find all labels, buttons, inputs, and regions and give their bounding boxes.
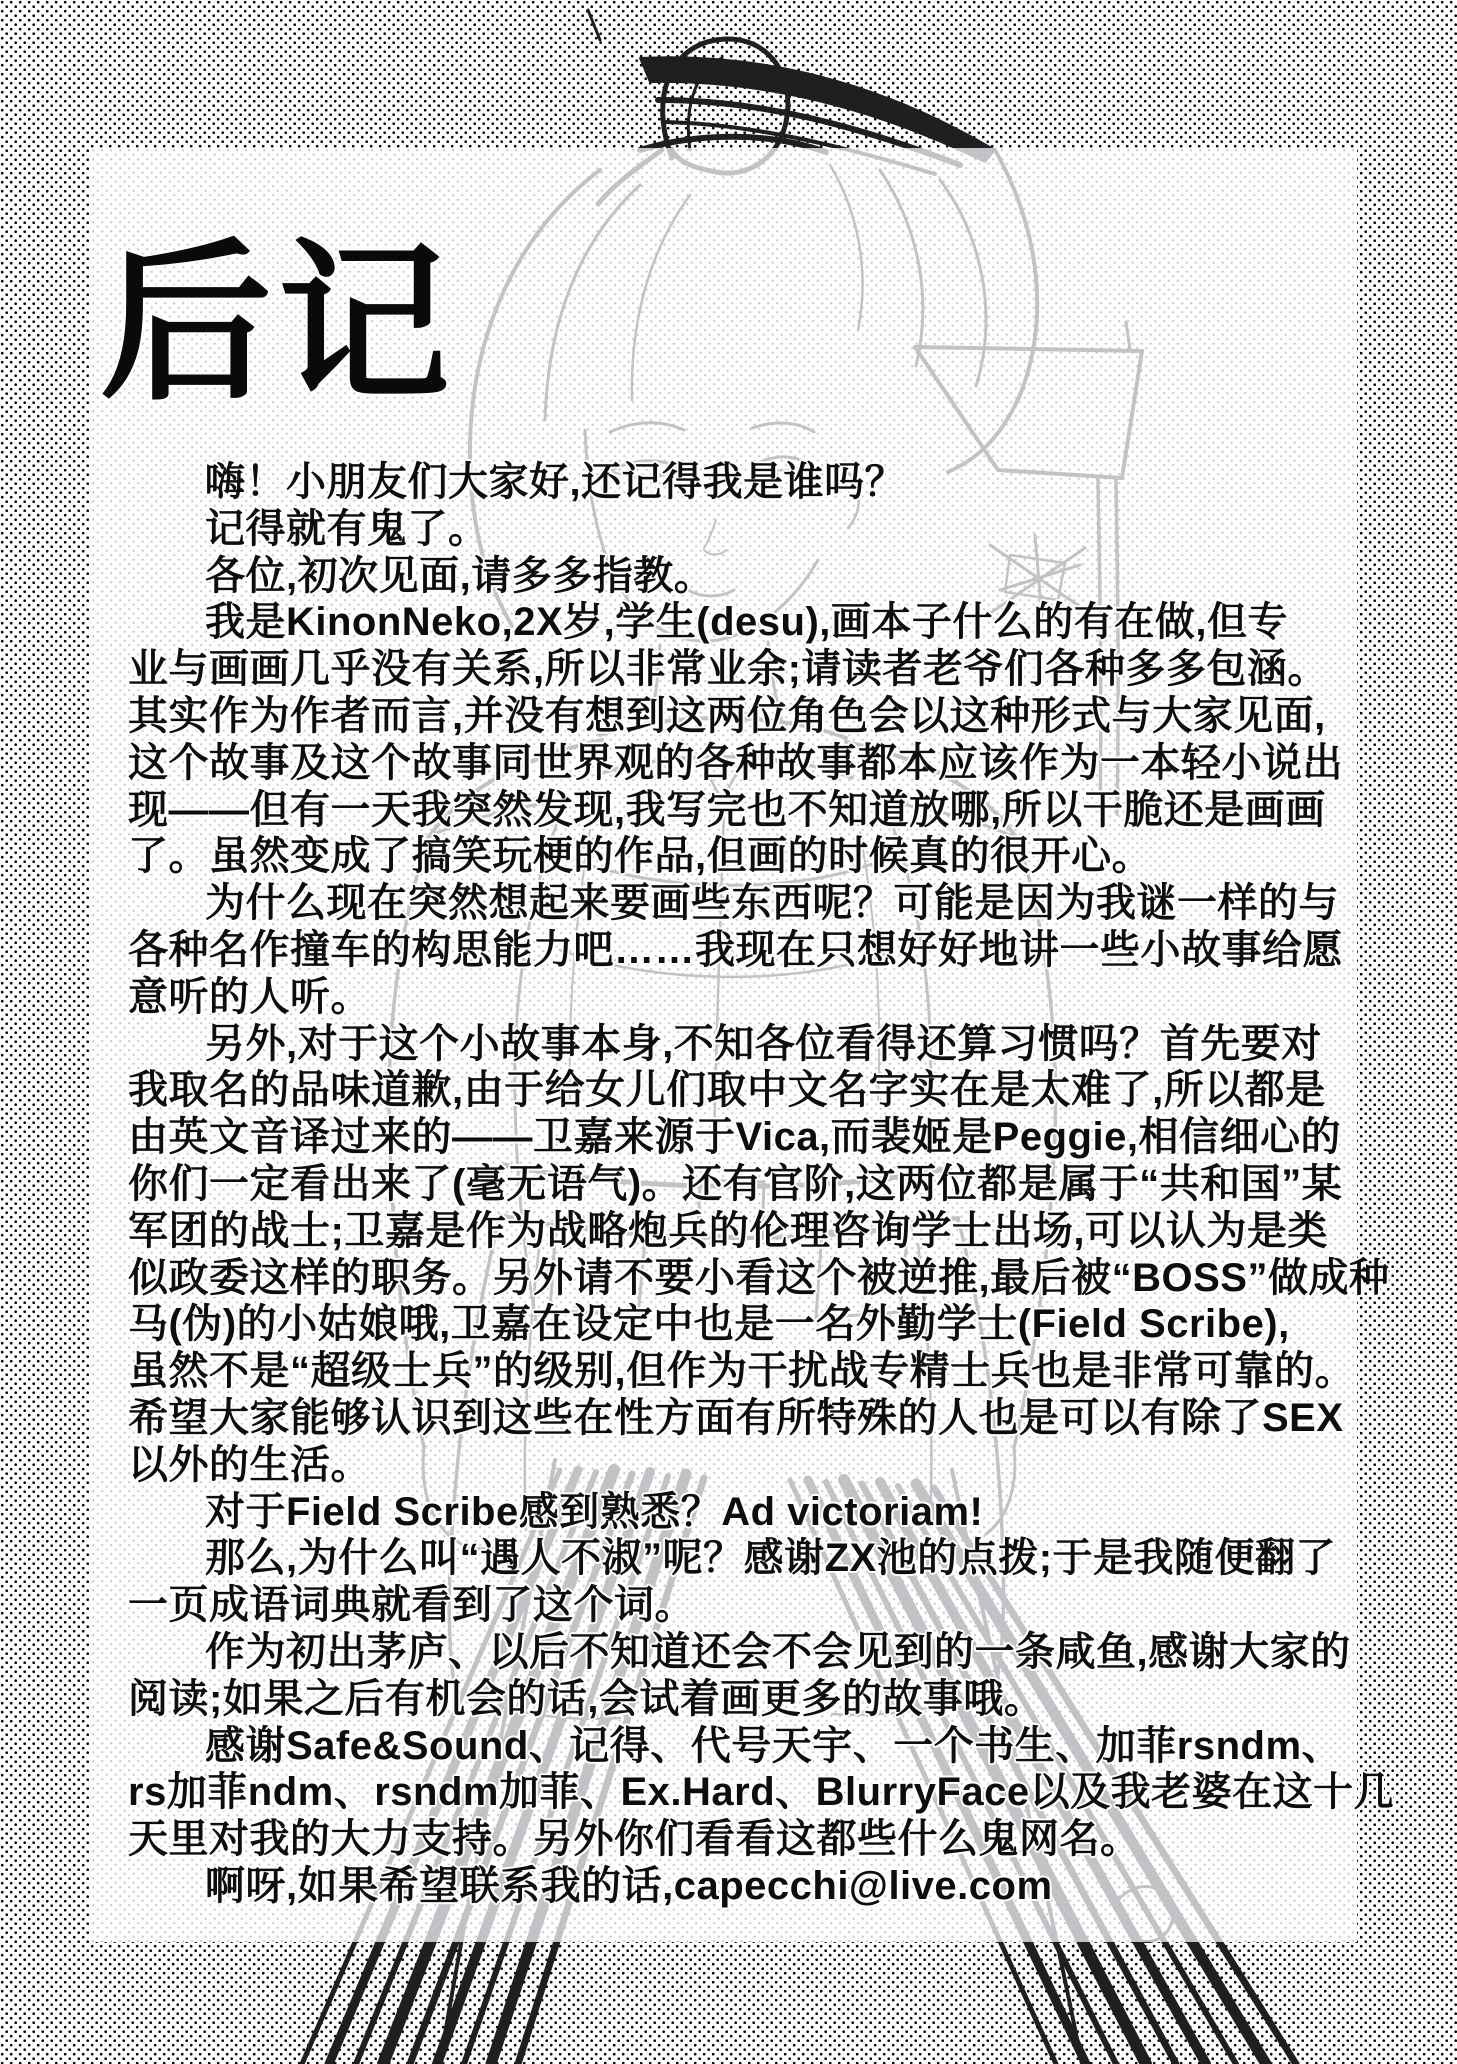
afterword-line: 作为初出茅庐、以后不知道还会不会见到的一条咸鱼,感谢大家的 [205,1629,1351,1674]
afterword-line: 对于Field Scribe感到熟悉？Ad victoriam! [205,1489,984,1534]
afterword-line: 另外,对于这个小故事本身,不知各位看得还算习惯吗？首先要对 [205,1021,1322,1066]
afterword-line: 一页成语词典就看到了这个词。 [128,1583,695,1628]
afterword-line: 马(伪)的小姑娘哦,卫嘉在设定中也是一名外勤学士(Field Scribe), [128,1302,1290,1347]
afterword-line: 各位,初次见面,请多多指教。 [205,553,715,598]
afterword-line: rs加菲ndm、rsndm加菲、Ex.Hard、BlurryFace以及我老婆在这十几 [128,1770,1395,1815]
afterword-line: 你们一定看出来了(毫无语气)。还有官阶,这两位都是属于“共和国”某 [128,1161,1343,1206]
afterword-line: 以外的生活。 [128,1442,371,1487]
afterword-line: 似政委这样的职务。另外请不要小看这个被逆推,最后被“BOSS”做成种 [128,1255,1390,1300]
page-title: 后记 [100,228,456,420]
afterword-line: 啊呀,如果希望联系我的话,capecchi@live.com [205,1863,1053,1908]
afterword-line: 虽然不是“超级士兵”的级别,但作为干扰战专精士兵也是非常可靠的。 [128,1349,1356,1394]
afterword-line: 其实作为作者而言,并没有想到这两位角色会以这种形式与大家见面, [128,693,1326,738]
afterword-line: 由英文音译过来的——卫嘉来源于Vica,而裴姬是Peggie,相信细心的 [128,1115,1341,1160]
afterword-line: 那么,为什么叫“遇人不淑”呢？感谢ZX池的点拨;于是我随便翻了 [205,1536,1337,1581]
afterword-line: 天里对我的大力支持。另外你们看看这都些什么鬼网名。 [128,1817,1141,1862]
afterword-text [128,459,1395,1910]
afterword-line: 现——但有一天我突然发现,我写完也不知道放哪,所以干脆还是画画 [128,787,1326,832]
afterword-line: 军团的战士;卫嘉是作为战略炮兵的伦理咨询学士出场,可以认为是类 [128,1208,1328,1253]
afterword-line: 为什么现在突然想起来要画些东西呢？可能是因为我谜一样的与 [205,881,1339,926]
afterword-line: 各种名作撞车的构思能力吧……我现在只想好好地讲一些小故事给愿 [128,927,1343,972]
afterword-line: 阅读;如果之后有机会的话,会试着画更多的故事哦。 [128,1676,1045,1721]
afterword-line: 意听的人听。 [128,974,371,1019]
afterword-line: 我取名的品味道歉,由于给女儿们取中文名字实在是太难了,所以都是 [128,1068,1326,1113]
afterword-line: 记得就有鬼了。 [205,506,489,551]
afterword-line: 了。虽然变成了搞笑玩梗的作品,但画的时候真的很开心。 [128,834,1153,879]
afterword-line: 业与画画几乎没有关系,所以非常业余;请读者老爷们各种多多包涵。 [128,647,1328,692]
afterword-line: 嗨！小朋友们大家好,还记得我是谁吗？ [205,460,906,504]
afterword-line: 感谢Safe&Sound、记得、代号天宇、一个书生、加菲rsndm、 [205,1723,1343,1768]
afterword-line: 希望大家能够认识到这些在性方面有所特殊的人也是可以有除了SEX [128,1395,1344,1440]
afterword-line: 这个故事及这个故事同世界观的各种故事都本应该作为一本轻小说出 [128,740,1343,785]
afterword-line: 我是KinonNeko,2X岁,学生(desu),画本子什么的有在做,但专 [205,600,1288,645]
